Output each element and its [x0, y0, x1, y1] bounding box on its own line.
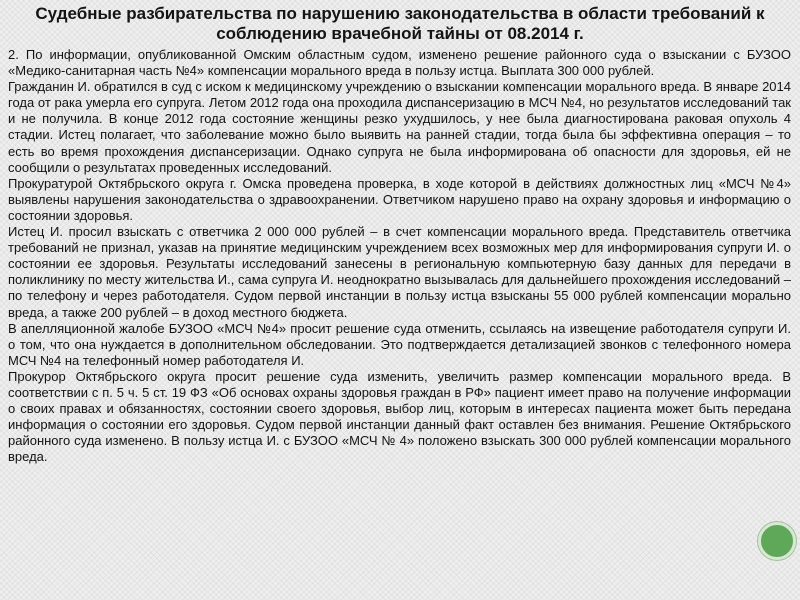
paragraph: Прокуратурой Октябрьского округа г. Омска проведена проверка, в ходе которой в действиях должностных лиц «МСЧ №4» выявлены нарушения законодательства о здравоохранении. Ответчиком нарушено право на охрану здоровья и информацию о состоянии здоровья.	[8, 175, 791, 223]
paragraph: В апелляционной жалобе БУЗОО «МСЧ №4» просит решение суда отменить, ссылаясь на извещение работодателя супруги И. о том, что она нуждается в дополнительном обследовании. Это подтверждается детализацией звонков с телефонного номера МСЧ №4 на телефонный номер работодателя И.	[8, 320, 791, 368]
slide-body	[8, 47, 791, 465]
slide-nav-circle-icon[interactable]	[758, 522, 796, 560]
paragraph: Гражданин И. обратился в суд с иском к медицинскому учреждению о взыскании компенсации морального вреда. В январе 2014 года от рака умерла его супруга. Летом 2012 года она проходила диспансеризацию в МСЧ №4, но результатов исследований так и не получила. В конце 2012 года состояние женщины резко ухудшилось, у нее была диагностирована раковая опухоль 4 стадии. Истец полагает, что заболевание можно было выявить на ранней стадии, тогда была бы эффективна операция – то есть во время прохождения диспансеризации. Однако супруга не была информирована об опасности для здоровья, ей не сообщили о результатах проведенных исследований.	[8, 79, 791, 175]
paragraph: Истец И. просил взыскать с ответчика 2 000 000 рублей – в счет компенсации морального вреда. Представитель ответчика требований не признал, указав на принятие медицинским учреждением всех возможных мер для информирования супруги И. о состоянии ее здоровья. Результаты исследований занесены в региональную компьютерную базу данных для передачи в поликлинику по месту жительства И., сама супруга И. неоднократно вызывалась для дальнейшего прохождения исследований – по телефону и через работодателя. Судом первой инстанции в пользу истца взысканы 55 000 рублей компенсации морально вреда, а также 200 рублей – в доход местного бюджета.	[8, 224, 791, 320]
slide-title: Судебные разбирательства по нарушению законодательства в области требований к соблюдению врачебной тайны от 08.2014 г.	[35, 4, 765, 43]
paragraph: 2. По информации, опубликованной Омским областным судом, изменено решение районного суда о взыскании с БУЗОО «Медико-санитарная часть №4» компенсации морального вреда в пользу истца. Выплата 300 000 рублей.	[8, 47, 791, 79]
paragraph: Прокурор Октябрьского округа просит решение суда изменить, увеличить размер компенсации морального вреда. В соответствии с п. 5 ч. 5 ст. 19 ФЗ «Об основах охраны здоровья граждан в РФ» пациент имеет право на получение информации о своих правах и обязанностях, состоянии своего здоровья, выбор лиц, которым в интересах пациента может быть передана информация о состоянии его здоровья. Судом первой инстанции данный факт оставлен без внимания. Решение Октябрьского районного суда изменено. В пользу истца И. с БУЗОО «МСЧ № 4» положено взыскать 300 000 рублей компенсации морального вреда.	[8, 368, 791, 465]
